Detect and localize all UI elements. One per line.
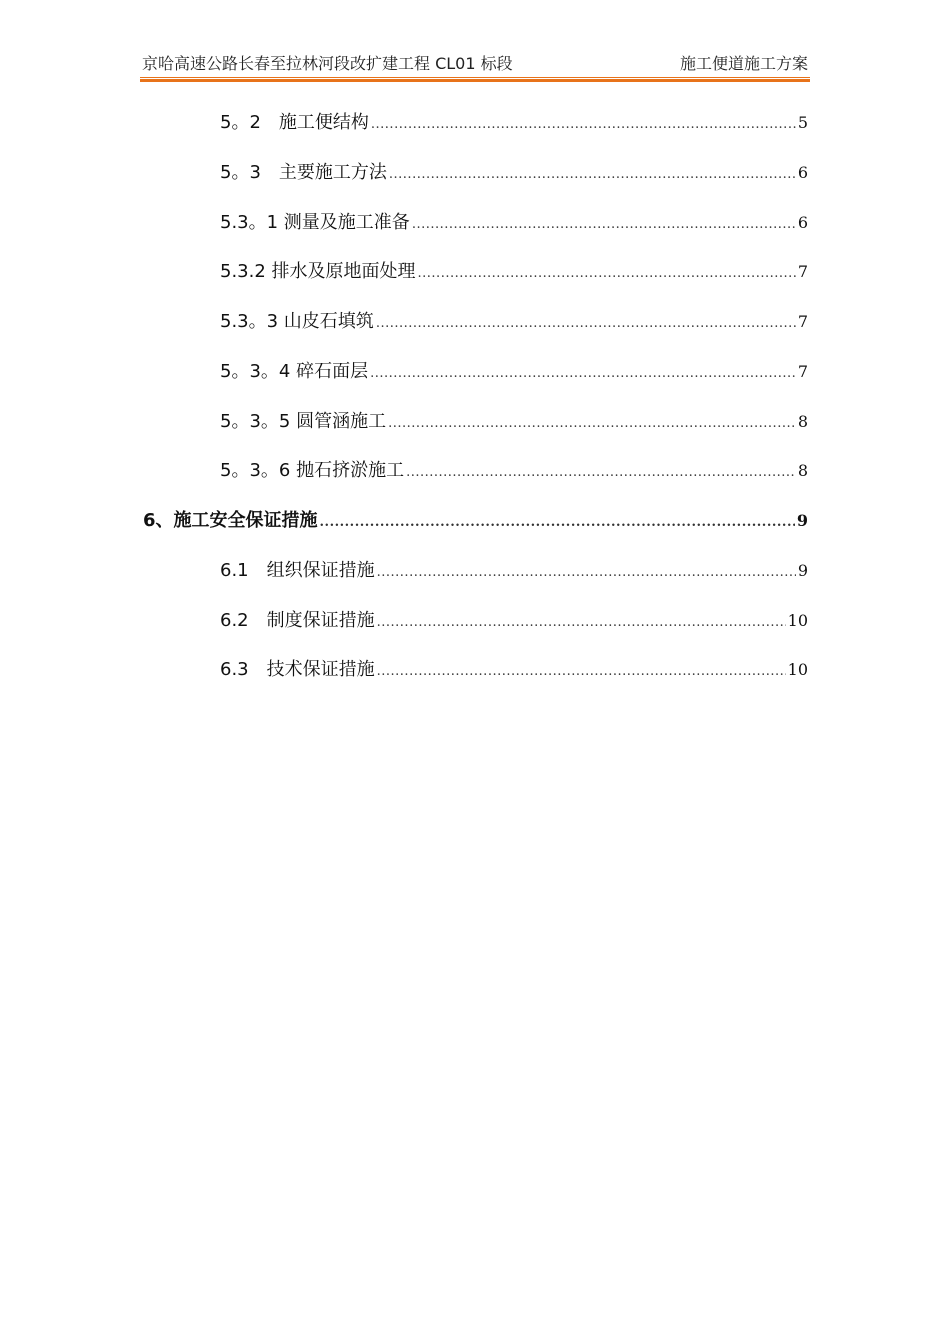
toc-leader-dots: [377, 565, 796, 580]
toc-entry-5-3-1[interactable]: [220, 208, 808, 236]
toc-entry-label: 6、施工安全保证措施: [143, 510, 318, 531]
toc-entry-page: 7: [797, 312, 808, 331]
toc-entry-page: 10: [787, 660, 808, 679]
toc-entry-5-2[interactable]: [220, 108, 808, 136]
toc-entry-label: 5。3。4 碎石面层: [220, 361, 369, 382]
toc-leader-dots: [388, 416, 796, 431]
toc-entry-5-3-4[interactable]: [220, 357, 808, 385]
toc-entry-label: 6.3 技术保证措施: [220, 659, 375, 680]
toc-entry-label: 5.3。3 山皮石填筑: [220, 311, 374, 332]
toc-entry-5-3-2[interactable]: [220, 257, 808, 285]
header-rule-thin: [140, 77, 810, 78]
toc-entry-page: 10: [787, 611, 808, 630]
header-left-title: 京哈高速公路长春至拉林河段改扩建工程 CL01 标段: [142, 54, 513, 73]
toc-entry-6-2[interactable]: [220, 606, 808, 634]
toc-leader-dots: [371, 117, 796, 132]
toc-leader-dots: [376, 316, 796, 331]
page-header: [142, 50, 808, 74]
toc-entry-label: 5.3。1 测量及施工准备: [220, 212, 410, 233]
toc-entry-label: 5。3。5 圆管涵施工: [220, 411, 387, 432]
toc-entry-label: 5。3 主要施工方法: [220, 162, 387, 183]
toc-leader-dots: [412, 217, 796, 232]
toc-entry-6-3[interactable]: [220, 655, 808, 683]
toc-entry-page: 6: [797, 213, 808, 232]
header-rule-thick: [140, 79, 810, 82]
toc-entry-5-3[interactable]: [220, 158, 808, 186]
toc-entry-label: 5。2 施工便结构: [220, 112, 369, 133]
toc-entry-label: 6.2 制度保证措施: [220, 610, 375, 631]
toc-entry-6-1[interactable]: [220, 556, 808, 584]
toc-leader-dots: [320, 515, 795, 530]
toc-leader-dots: [377, 615, 786, 630]
toc-entry-label: 6.1 组织保证措施: [220, 560, 375, 581]
toc-entry-page: 5: [797, 113, 808, 132]
toc-entry-label: 5。3。6 抛石挤淤施工: [220, 460, 405, 481]
toc-leader-dots: [406, 465, 796, 480]
toc-leader-dots: [418, 266, 796, 281]
toc-entry-page: 7: [797, 262, 808, 281]
toc-entry-5-3-5[interactable]: [220, 407, 808, 435]
toc-leader-dots: [370, 366, 796, 381]
toc-entry-5-3-3[interactable]: [220, 307, 808, 335]
toc-entry-page: 9: [796, 511, 808, 530]
toc-entry-6[interactable]: [143, 506, 808, 534]
toc-leader-dots: [377, 664, 786, 679]
toc-entry-page: 9: [797, 561, 808, 580]
toc-entry-page: 8: [797, 461, 808, 480]
toc-entry-page: 8: [797, 412, 808, 431]
toc-entry-page: 6: [797, 163, 808, 182]
toc-entry-page: 7: [797, 362, 808, 381]
toc-entry-5-3-6[interactable]: [220, 456, 808, 484]
header-right-title: 施工便道施工方案: [679, 54, 808, 73]
toc-leader-dots: [389, 167, 796, 182]
toc-entry-label: 5.3.2 排水及原地面处理: [220, 261, 416, 282]
